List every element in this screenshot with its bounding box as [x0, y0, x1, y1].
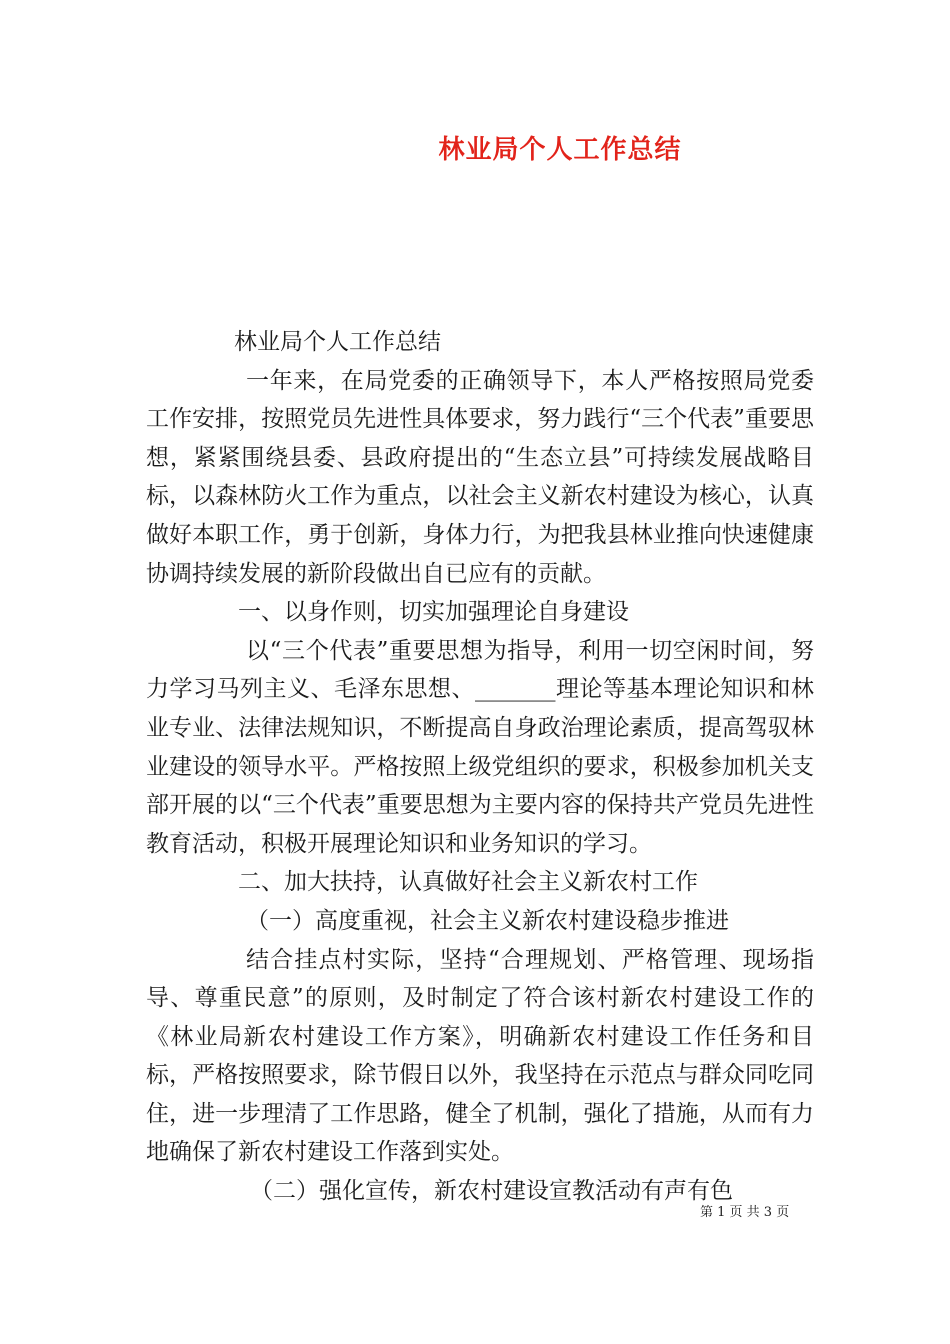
body-paragraph: 一年来，在局党委的正确领导下，本人严格按照局党委工作安排，按照党员先进性具体要求，努力践行“三个代表”重要思想，紧紧围绕县委、县政府提出的“生态立县”可持续发展战略目标，以森林防火工作为重点，以社会主义新农村建设为核心，认真做好本职工作，勇于创新，身体力行，为把我县林业推向快速健康协调持续发展的新阶段做出自已应有的贡献。	[146, 367, 814, 587]
subsection-heading: （一）高度重视，社会主义新农村建设稳步推进	[246, 907, 729, 934]
document-body	[146, 323, 814, 1211]
body-paragraph: 结合挂点村实际，坚持“合理规划、严格管理、现场指导、尊重民意”的原则，及时制定了符合该村新农村建设工作的《林业局新农村建设工作方案》，明确新农村建设工作任务和目标，严格按照要求，除节假日以外，我坚持在示范点与群众同吃同住，进一步理清了工作思路，健全了机制，强化了措施，从而有力地确保了新农村建设工作落到实处。	[146, 946, 814, 1166]
body-paragraph: 以“三个代表”重要思想为指导，利用一切空闲时间，努力学习马列主义、毛泽东思想、_______理论等基本理论知识和林业专业、法律法规知识，不断提高自身政治理论素质，提高驾驭林业建设的领导水平。严格按照上级党组织的要求，积极参加机关支部开展的以“三个代表”重要思想为主要内容的保持共产党员先进性教育活动，积极开展理论知识和业务知识的学习。	[146, 637, 814, 857]
section-heading: 二、加大扶持，认真做好社会主义新农村工作	[238, 869, 698, 896]
page-number: 第 1 页 共 3 页	[700, 1205, 790, 1220]
section-heading: 一、以身作则，切实加强理论自身建设	[238, 599, 629, 626]
body-heading: 林业局个人工作总结	[234, 329, 441, 355]
document-title: 林业局个人工作总结	[438, 135, 682, 165]
subsection-heading: （二）强化宣传，新农村建设宣教活动有声有色	[250, 1178, 733, 1205]
